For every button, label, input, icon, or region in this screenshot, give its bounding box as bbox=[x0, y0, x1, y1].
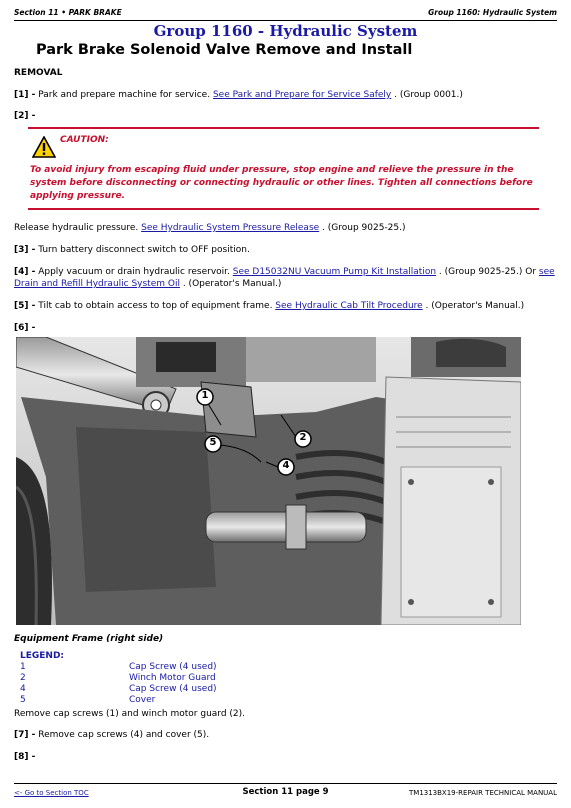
step-text: Remove cap screws (4) and cover (5). bbox=[35, 730, 210, 740]
legend-description: Cover bbox=[129, 695, 156, 705]
callout-1: 1 bbox=[196, 388, 214, 410]
footer-manual-id: TM1313BX19-REPAIR TECHNICAL MANUAL bbox=[409, 789, 557, 797]
step-8 bbox=[14, 751, 559, 763]
step-2 bbox=[14, 110, 559, 122]
header-group: Group 1160: Hydraulic System bbox=[428, 8, 557, 17]
step-number: [2] - bbox=[14, 111, 36, 121]
step-1 bbox=[14, 89, 559, 101]
step-number: [5] - bbox=[14, 301, 36, 311]
callout-4: 4 bbox=[277, 458, 295, 480]
legend-number: 1 bbox=[20, 662, 26, 672]
step-5 bbox=[14, 300, 559, 312]
step-6 bbox=[14, 322, 559, 334]
step-4 bbox=[14, 266, 559, 290]
warning-triangle-icon bbox=[32, 136, 56, 158]
page-title: Park Brake Solenoid Valve Remove and Install bbox=[36, 42, 413, 58]
running-header bbox=[14, 6, 557, 21]
cab-tilt-link[interactable]: See Hydraulic Cab Tilt Procedure bbox=[275, 301, 423, 311]
callout-2: 2 bbox=[294, 430, 312, 452]
step-text: Apply vacuum or drain hydraulic reservoir. bbox=[35, 267, 233, 277]
step-number: [1] - bbox=[14, 90, 36, 100]
release-after: . (Group 9025-25.) bbox=[319, 223, 406, 233]
caution-bottom-rule bbox=[28, 208, 539, 210]
release-pressure bbox=[14, 222, 559, 234]
remove-instruction: Remove cap screws (1) and winch motor guard (2). bbox=[14, 709, 246, 719]
legend-number: 5 bbox=[20, 695, 26, 705]
pressure-release-link[interactable]: See Hydraulic System Pressure Release bbox=[141, 223, 320, 233]
caution-text: To avoid injury from escaping fluid under pressure, stop engine and relieve the pressure in the system before disconnecting or connecting hydraulic or other lines. Tighten all connections before applying pressure. bbox=[30, 165, 533, 201]
step-number: [4] - bbox=[14, 267, 36, 277]
footer-rule bbox=[14, 783, 557, 784]
group-title: Group 1160 - Hydraulic System bbox=[153, 22, 418, 40]
step-number: [6] - bbox=[14, 323, 36, 333]
figure-caption: Equipment Frame (right side) bbox=[14, 634, 164, 644]
legend-number: 2 bbox=[20, 673, 26, 683]
step-text-after: . (Group 0001.) bbox=[391, 90, 463, 100]
step-3 bbox=[14, 244, 559, 256]
step-text: Turn battery disconnect switch to OFF position. bbox=[35, 245, 250, 255]
caution-label: CAUTION: bbox=[60, 135, 109, 145]
step-7 bbox=[14, 729, 559, 741]
vacuum-pump-link[interactable]: See D15032NU Vacuum Pump Kit Installation bbox=[232, 267, 437, 277]
caution-top-rule bbox=[28, 127, 539, 129]
step-text-mid: . (Group 9025-25.) Or bbox=[436, 267, 539, 277]
step-text: Park and prepare machine for service. bbox=[35, 90, 213, 100]
park-prepare-link[interactable]: See Park and Prepare for Service Safely bbox=[212, 90, 392, 100]
callout-5: 5 bbox=[204, 435, 222, 457]
step-number: [8] - bbox=[14, 752, 36, 762]
step-text-after: . (Operator's Manual.) bbox=[422, 301, 525, 311]
go-to-section-toc-link[interactable]: <- Go to Section TOC bbox=[14, 789, 89, 797]
step-number: [7] - bbox=[14, 730, 36, 740]
equipment-frame-image bbox=[16, 337, 521, 625]
legend-title: LEGEND: bbox=[20, 651, 65, 661]
drain-refill-link[interactable]: see Drain and Refill Hydraulic System Oil bbox=[14, 267, 555, 289]
legend-number: 4 bbox=[20, 684, 26, 694]
step-number: [3] - bbox=[14, 245, 36, 255]
legend-description: Cap Screw (4 used) bbox=[129, 684, 217, 694]
release-text: Release hydraulic pressure. bbox=[14, 223, 142, 233]
header-section: Section 11 • PARK BRAKE bbox=[14, 8, 122, 17]
step-text: Tilt cab to obtain access to top of equipment frame. bbox=[35, 301, 276, 311]
legend-description: Winch Motor Guard bbox=[129, 673, 216, 683]
footer-page-number: Section 11 page 9 bbox=[242, 787, 329, 797]
section-label: REMOVAL bbox=[14, 68, 63, 78]
step-text-after: . (Operator's Manual.) bbox=[179, 279, 282, 289]
legend-description: Cap Screw (4 used) bbox=[129, 662, 217, 672]
